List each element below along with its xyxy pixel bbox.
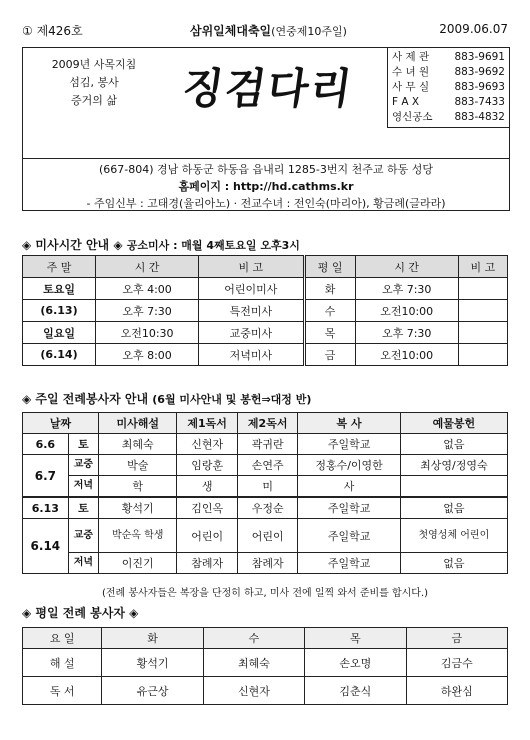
table-cell: 오전10:00 [355, 300, 458, 322]
table-cell: 저녁 [68, 553, 98, 574]
table-cell: 비 고 [458, 256, 507, 278]
table-cell: 수 [203, 628, 304, 649]
table-cell: 없음 [400, 497, 507, 519]
weekday-section-title: ◈ 평일 전례 봉사자 ◈ [22, 606, 139, 620]
table-row [23, 455, 508, 476]
table-cell: 교중 [68, 455, 98, 476]
table-cell: 복 사 [298, 413, 400, 434]
table-cell: 오후 7:30 [96, 300, 199, 322]
weekday-servers-table [22, 627, 508, 705]
table-cell: 목 [305, 628, 406, 649]
issue-date: 2009.06.07 [439, 22, 508, 36]
table-cell: 하완심 [406, 677, 507, 705]
table-cell: 미사해설 [99, 413, 177, 434]
table-cell: 평 일 [304, 256, 355, 278]
table-cell: 일요일 [23, 322, 96, 344]
table-cell: 수 [304, 300, 355, 322]
table-cell: 목 [304, 322, 355, 344]
pastoral-motto: 2009년 사목지침 섬김, 봉사 증거의 삶 [51, 58, 137, 107]
table-cell: 어린이미사 [199, 278, 304, 300]
table-cell: 손연주 [237, 455, 298, 476]
table-cell: 이진기 [99, 553, 177, 574]
table-cell: 날짜 [23, 413, 99, 434]
table-cell: 어린이 [237, 519, 298, 553]
table-cell: 오후 7:30 [355, 278, 458, 300]
staff-line: - 주임신부 : 고태경(율리아노) · 전교수녀 : 전인숙(마리아), 황금례(글라라) [86, 197, 446, 210]
table-cell: 최상영/정영숙 [400, 455, 507, 476]
table-cell: 없음 [400, 434, 507, 455]
contact-row: F A X 883-7433 [392, 96, 505, 108]
issue-number: ① 제426호 [22, 24, 83, 38]
table-cell: 황석기 [102, 649, 203, 677]
table-cell: 사 [298, 476, 400, 498]
table-cell: 참례자 [237, 553, 298, 574]
servers-section-title: ◈ 주일 전례봉사자 안내 (6월 미사안내 및 봉헌⇒대정 반) [22, 392, 312, 406]
table-cell: 제1독서 [177, 413, 238, 434]
table-cell: 해 설 [23, 649, 102, 677]
table-row [23, 677, 508, 705]
table-cell: 어린이 [177, 519, 238, 553]
table-cell: 오후 7:30 [355, 322, 458, 344]
table-cell: 학 [99, 476, 177, 498]
address: (667-804) 경남 하동군 하동읍 읍내리 1285-3번지 천주교 하동 성당 [99, 163, 433, 176]
table-cell: 제2독서 [237, 413, 298, 434]
table-row [23, 278, 508, 300]
table-cell: 황석기 [99, 497, 177, 519]
table-cell [458, 344, 507, 366]
table-cell: 참례자 [177, 553, 238, 574]
table-header-row [23, 256, 508, 278]
table-cell: 유근상 [102, 677, 203, 705]
table-row [23, 476, 508, 498]
table-cell: (6.14) [23, 344, 96, 366]
table-cell: 요 일 [23, 628, 102, 649]
table-cell [458, 278, 507, 300]
table-cell: 오후 4:00 [96, 278, 199, 300]
sunday-servers-table [22, 412, 508, 574]
table-row [23, 344, 508, 366]
table-cell: 오전10:00 [355, 344, 458, 366]
mass-section-title: ◈ 미사시간 안내 ◈ 공소미사 : 매월 4째토요일 오후3시 [22, 238, 300, 252]
table-cell: 저녁미사 [199, 344, 304, 366]
feast-title: 삼위일체대축일(연중제10주일) [190, 24, 347, 38]
table-cell: 비 고 [199, 256, 304, 278]
table-cell: 주 말 [23, 256, 96, 278]
table-row [23, 497, 508, 519]
table-cell: 미 [237, 476, 298, 498]
table-row [23, 300, 508, 322]
table-cell: 김춘식 [305, 677, 406, 705]
table-cell: 토요일 [23, 278, 96, 300]
table-cell: 6.6 [23, 434, 69, 455]
servers-footnote: (전례 봉사자들은 복장을 단정히 하고, 미사 전에 일찍 와서 준비를 합시다.) [101, 588, 429, 599]
parish-info [23, 158, 509, 212]
table-cell: 주일학교 [298, 434, 400, 455]
contact-list [387, 48, 509, 128]
table-cell: 토 [68, 434, 98, 455]
table-cell: 6.14 [23, 519, 69, 574]
table-cell: 저녁 [68, 476, 98, 498]
masthead [22, 47, 510, 211]
table-cell: 금 [304, 344, 355, 366]
table-cell: 박순옥 학생 [99, 519, 177, 553]
header [22, 22, 508, 40]
table-cell: 주일학교 [298, 553, 400, 574]
contact-row: 사 무 실 883-9693 [392, 81, 505, 93]
table-cell: 시 간 [355, 256, 458, 278]
table-row [23, 553, 508, 574]
newsletter-logo: 징검다리 [179, 64, 357, 113]
table-cell: 6.7 [23, 455, 69, 498]
table-cell: 토 [68, 497, 98, 519]
table-row [23, 649, 508, 677]
mass-schedule-table [22, 255, 508, 366]
table-cell: 금 [406, 628, 507, 649]
contact-row: 수 녀 원 883-9692 [392, 66, 505, 78]
table-cell: 첫영성체 어린이 [400, 519, 507, 553]
table-cell: 교중미사 [199, 322, 304, 344]
table-cell: 곽귀란 [237, 434, 298, 455]
table-cell: 김인옥 [177, 497, 238, 519]
table-header-row [23, 413, 508, 434]
table-cell [458, 300, 507, 322]
contact-row: 사 제 관 883-9691 [392, 51, 505, 63]
table-cell [458, 322, 507, 344]
table-cell: 주일학교 [298, 519, 400, 553]
table-row [23, 322, 508, 344]
table-cell: 교중 [68, 519, 98, 553]
table-cell: 최혜숙 [203, 649, 304, 677]
table-cell: 오후 8:00 [96, 344, 199, 366]
table-cell: 김금수 [406, 649, 507, 677]
contact-row: 영신공소 883-4832 [392, 111, 505, 123]
table-cell: 예물봉헌 [400, 413, 507, 434]
table-cell: 임랑훈 [177, 455, 238, 476]
table-cell: 6.13 [23, 497, 69, 519]
table-cell: 없음 [400, 553, 507, 574]
table-cell: 독 서 [23, 677, 102, 705]
table-row [23, 519, 508, 553]
table-cell: 우정순 [237, 497, 298, 519]
table-row [23, 434, 508, 455]
table-cell: 주일학교 [298, 497, 400, 519]
table-cell: 박술 [99, 455, 177, 476]
table-cell: 시 간 [96, 256, 199, 278]
table-cell: 화 [304, 278, 355, 300]
table-cell: (6.13) [23, 300, 96, 322]
table-cell: 화 [102, 628, 203, 649]
homepage-link[interactable]: 홈페이지 : http://hd.cathms.kr [178, 180, 354, 193]
table-cell: 생 [177, 476, 238, 498]
table-cell: 특전미사 [199, 300, 304, 322]
table-header-row [23, 628, 508, 649]
table-cell: 최혜숙 [99, 434, 177, 455]
table-cell: 손오명 [305, 649, 406, 677]
table-cell: 오전10:30 [96, 322, 199, 344]
table-cell: 정홍수/이영한 [298, 455, 400, 476]
table-cell: 신현자 [177, 434, 238, 455]
table-cell [400, 476, 507, 498]
table-cell: 신현자 [203, 677, 304, 705]
